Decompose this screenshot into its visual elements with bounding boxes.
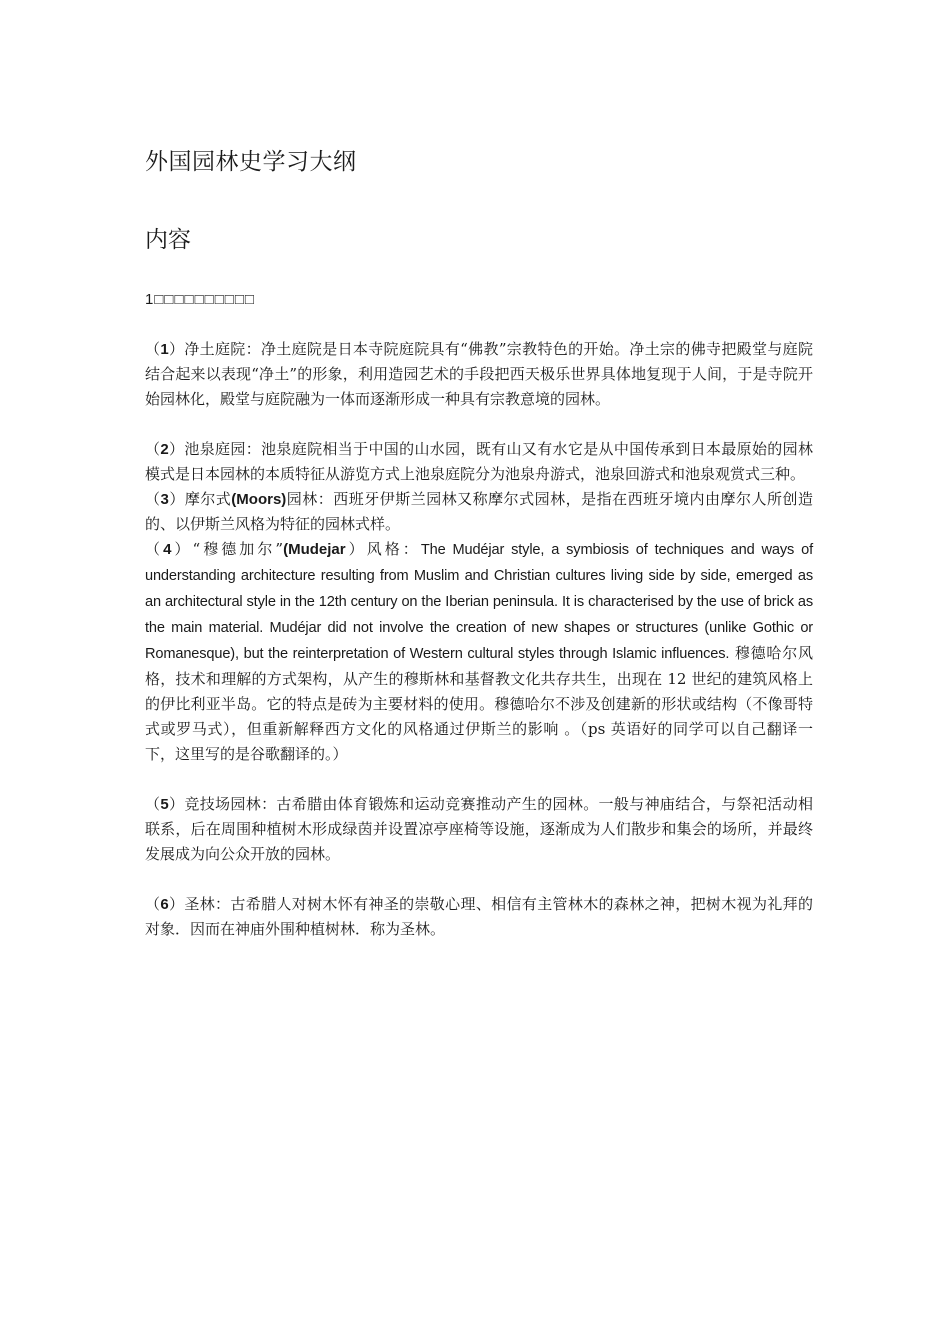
item-3-open: （ [145, 490, 161, 508]
item-3-text: 园林：西班牙伊斯兰园林又称摩尔式园林，是指在西班牙境内由摩尔人所创造的、以伊斯兰风格为特征的园林式样。 [145, 490, 813, 533]
item-4-text: 穆德哈尔风格，技术和理解的方式架构，从产生的穆斯林和基督教文化共存共生，出现在 12 世纪的建筑风格上的伊比利亚半岛。它的特点是砖为主要材料的使用。穆德哈尔不涉及创建新的形状或结构（不像哥特式或罗马式），但重新解释西方文化的风格通过伊斯兰的影响 。（ps 英语好的同学可以自己翻译一下，这里写的是谷歌翻译的。） [145, 644, 813, 763]
item-5-text: ）竞技场园林：古希腊由体育锻炼和运动竞赛推动产生的园林。一般与神庙结合，与祭祀活动相联系，后在周围种植树木形成绿茵并设置凉亭座椅等设施，逐渐成为人们散步和集会的场所，并最终发展成为向公众开放的园林。 [145, 795, 813, 863]
document-subtitle: 内容 [145, 227, 191, 253]
item-4-number: 4 [163, 541, 172, 558]
item-3-pre: ）摩尔式 [168, 490, 232, 508]
document-body [145, 337, 813, 942]
item-2-paragraph [145, 437, 813, 487]
paragraph-gap [145, 412, 813, 437]
paragraph-gap [145, 767, 813, 792]
item-3-term: (Moors) [231, 491, 287, 508]
item-4-open: （ [145, 540, 164, 558]
item-1-paragraph [145, 337, 813, 412]
item-4-pre: ）“穆德加尔” [171, 540, 284, 558]
item-6-open: （ [145, 895, 161, 913]
item-6-paragraph [145, 892, 813, 942]
item-4-mid: ）风格： [345, 540, 421, 558]
item-6-number: 6 [160, 896, 169, 913]
item-4-english: The Mudéjar style, a symbiosis of techniques and ways of understanding architecture resulting from Muslim and Christian cultures living side by side, emerged as an architectural style in the 12th century on the Iberian peninsula. It is characterised by the use of brick as the main material. Mudéjar did not involve the creation of new shapes or structures (unlike Gothic or Romanesque), but the reinterpretation of Western cultural styles through Islamic influences. [145, 542, 813, 662]
item-1-number: 1 [160, 341, 169, 358]
item-5-number: 5 [160, 796, 169, 813]
item-1-open: （ [145, 340, 161, 358]
paragraph-gap [145, 867, 813, 892]
item-2-number: 2 [160, 441, 169, 458]
item-5-paragraph [145, 792, 813, 867]
item-4-term: (Mudejar [283, 541, 346, 558]
section-heading: 1□□□□□□□□□□ [145, 291, 255, 308]
item-2-text: ）池泉庭园：池泉庭院相当于中国的山水园，既有山又有水它是从中国传承到日本最原始的园林模式是日本园林的本质特征从游览方式上池泉庭院分为池泉舟游式，池泉回游式和池泉观赏式三种。 [145, 440, 813, 483]
item-5-open: （ [145, 795, 161, 813]
item-3-number: 3 [160, 491, 169, 508]
item-1-text: ）净土庭院：净土庭院是日本寺院庭院具有“佛教”宗教特色的开始。净土宗的佛寺把殿堂与庭院结合起来以表现“净土”的形象，利用造园艺术的手段把西天极乐世界具体地复现于人间，于是寺院开始园林化，殿堂与庭院融为一体而逐渐形成一种具有宗教意境的园林。 [145, 340, 813, 408]
item-4-paragraph [145, 537, 813, 767]
item-6-text: ）圣林：古希腊人对树木怀有神圣的崇敬心理、相信有主管林木的森林之神，把树木视为礼拜的对象．因而在神庙外围种植树林．称为圣林。 [145, 895, 813, 938]
item-3-paragraph [145, 487, 813, 537]
document-title: 外国园林史学习大纲 [145, 149, 357, 175]
item-2-open: （ [145, 440, 161, 458]
